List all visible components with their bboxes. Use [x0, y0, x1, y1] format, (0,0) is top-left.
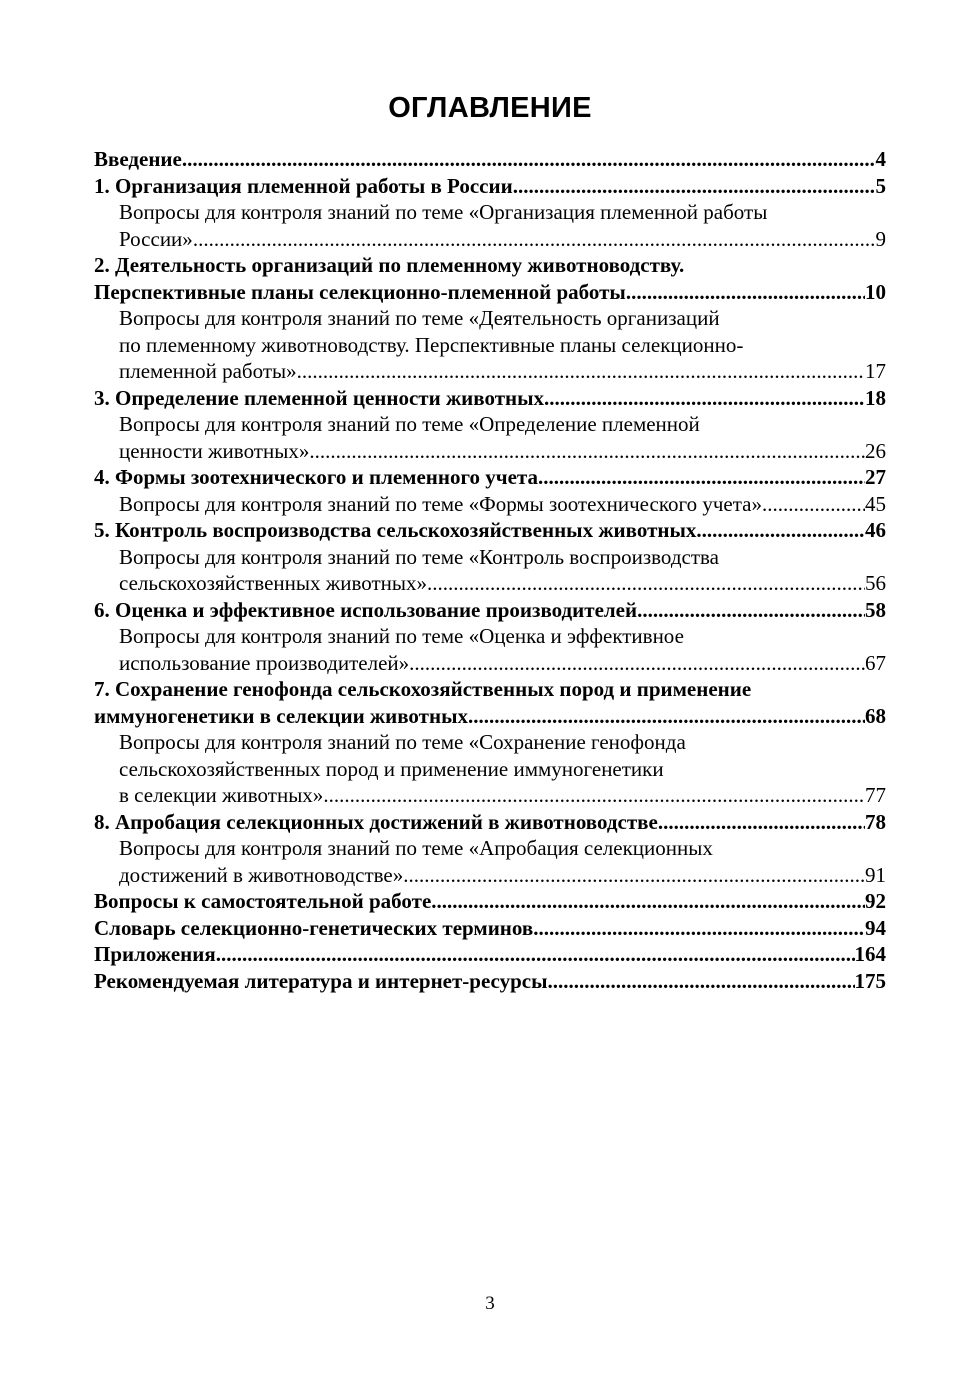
toc-page-number: 27	[865, 465, 886, 489]
toc-page-number: 26	[865, 438, 886, 463]
toc-entry-title-line: 6. Оценка и эффективное использование производителей	[94, 597, 638, 622]
toc-entry-final-line	[119, 358, 886, 385]
toc-entry-final-line	[119, 491, 886, 518]
toc-entry-final-line	[119, 782, 886, 809]
toc-page-number: 91	[865, 862, 886, 887]
toc-page-number: 67	[865, 650, 886, 675]
toc-entry-title-line: ценности животных»	[119, 438, 310, 463]
dot-leader	[533, 915, 865, 942]
toc-entry-title-line: Вопросы для контроля знаний по теме «Сохранение генофонда	[119, 730, 686, 754]
toc-page-number: 164	[854, 942, 886, 966]
toc-entry-title-line: племенной работы»	[119, 359, 297, 383]
toc-entry-title-line: Вопросы для контроля знаний по теме «Оценка и эффективное	[119, 624, 684, 648]
toc-entry-final-line	[94, 385, 886, 412]
toc-entry-section	[94, 517, 886, 544]
toc-entry-final-line	[94, 146, 886, 173]
toc-page-number: 5	[875, 173, 886, 198]
dot-leader	[762, 491, 865, 518]
dot-leader	[538, 464, 865, 491]
toc-entry-title-line: сельскохозяйственных пород и применение иммуногенетики	[119, 756, 664, 781]
toc-entry-title-line: Введение	[94, 147, 182, 171]
toc-page-number: 92	[865, 889, 886, 913]
dot-leader	[696, 517, 865, 544]
dot-leader	[544, 385, 865, 412]
toc-entry-title-line: Вопросы для контроля знаний по теме «Апробация селекционных	[119, 836, 713, 860]
toc-page-number: 58	[865, 597, 886, 622]
toc-page-number: 68	[865, 703, 886, 728]
toc-entry-final-line	[94, 809, 886, 836]
toc-entry-section	[94, 146, 886, 173]
toc-entry-questions	[94, 729, 886, 809]
dot-leader	[323, 782, 865, 809]
toc-entry-final-line	[94, 597, 886, 624]
toc-page-number: 9	[875, 226, 886, 251]
toc-entry-final-line	[94, 464, 886, 491]
dot-leader	[309, 438, 865, 465]
toc-entry-final-line	[94, 968, 886, 995]
toc-entry-final-line	[119, 226, 886, 253]
toc-entry-title-line: 5. Контроль воспроизводства сельскохозяйственных животных	[94, 518, 697, 542]
toc-page-number: 17	[865, 359, 886, 383]
toc-entry-section	[94, 941, 886, 968]
toc-page-number: 45	[865, 491, 886, 516]
toc-entry-title-line: 2. Деятельность организаций по племенному животноводству.	[94, 253, 685, 277]
dot-leader	[513, 173, 876, 200]
toc-entry-title-line: Приложения	[94, 942, 216, 966]
toc-entry-title-line: Словарь селекционно-генетических терминов	[94, 915, 534, 940]
toc-page-number: 77	[865, 783, 886, 807]
toc-entry-final-line	[94, 915, 886, 942]
toc-entry-title-line: Рекомендуемая литература и интернет-ресурсы	[94, 968, 548, 993]
toc-entry-section	[94, 676, 886, 729]
toc-entry-questions	[94, 835, 886, 888]
toc-entry-title-line: сельскохозяйственных животных»	[119, 571, 427, 595]
toc-entry-title-line: 8. Апробация селекционных достижений в животноводстве	[94, 809, 658, 834]
toc-page-number: 10	[865, 279, 886, 304]
dot-leader	[403, 862, 865, 889]
toc-entry-final-line	[94, 703, 886, 730]
dot-leader	[427, 570, 865, 597]
toc-entry-final-line	[119, 650, 886, 677]
toc-entry-questions	[94, 623, 886, 676]
dot-leader	[637, 597, 865, 624]
toc-entry-final-line	[119, 862, 886, 889]
toc-entry-final-line	[94, 517, 886, 544]
dot-leader	[297, 358, 865, 385]
dot-leader	[193, 226, 876, 253]
toc-page-number: 4	[875, 147, 886, 171]
toc-entry-questions	[94, 199, 886, 252]
toc-page-number: 18	[865, 385, 886, 410]
toc-entry-final-line	[119, 570, 886, 597]
toc-entry-final-line	[94, 888, 886, 915]
toc-entry-title-line: Перспективные планы селекционно-племенной работы	[94, 279, 626, 304]
toc-entry-title-line: 7. Сохранение генофонда сельскохозяйственных пород и применение	[94, 677, 752, 701]
toc-entry-section	[94, 968, 886, 995]
dot-leader	[216, 941, 855, 968]
toc-entry-title-line: Вопросы для контроля знаний по теме «Организация племенной работы	[119, 200, 768, 224]
toc-entry-title-line: иммуногенетики в селекции животных	[94, 703, 468, 728]
toc-entry-final-line	[119, 438, 886, 465]
table-of-contents	[94, 146, 886, 994]
page-title: ОГЛАВЛЕНИЕ	[388, 92, 592, 124]
toc-page-number: 94	[865, 915, 886, 940]
toc-entry-title-line: 3. Определение племенной ценности животных	[94, 385, 545, 410]
toc-entry-questions	[94, 411, 886, 464]
dot-leader	[468, 703, 865, 730]
dot-leader	[431, 888, 865, 915]
toc-entry-title-line: России»	[119, 226, 193, 251]
toc-entry-questions	[94, 544, 886, 597]
toc-entry-final-line	[94, 173, 886, 200]
toc-entry-questions	[94, 305, 886, 385]
toc-entry-title-line: Вопросы к самостоятельной работе	[94, 889, 432, 913]
dot-leader	[658, 809, 865, 836]
toc-entry-title-line: по племенному животноводству. Перспективные планы селекционно-	[119, 332, 744, 357]
toc-entry-final-line	[94, 279, 886, 306]
toc-page-number: 46	[865, 518, 886, 542]
dot-leader	[409, 650, 865, 677]
toc-entry-section	[94, 888, 886, 915]
toc-entry-title-line: Вопросы для контроля знаний по теме «Деятельность организаций	[119, 306, 720, 330]
toc-page-number: 78	[865, 809, 886, 834]
toc-entry-title-line: использование производителей»	[119, 650, 410, 675]
dot-leader	[626, 279, 865, 306]
toc-entry-title-line: Вопросы для контроля знаний по теме «Контроль воспроизводства	[119, 544, 719, 569]
toc-entry-section	[94, 385, 886, 412]
toc-entry-section	[94, 252, 886, 305]
toc-page-number: 56	[865, 571, 886, 595]
toc-entry-title-line: 4. Формы зоотехнического и племенного учета	[94, 465, 539, 489]
toc-entry-section	[94, 597, 886, 624]
toc-entry-section	[94, 173, 886, 200]
toc-entry-final-line	[94, 941, 886, 968]
page-number: 3	[485, 1293, 495, 1314]
dot-leader	[182, 146, 876, 173]
toc-entry-title-line: в селекции животных»	[119, 783, 324, 807]
toc-entry-questions	[94, 491, 886, 518]
toc-entry-title-line: Вопросы для контроля знаний по теме «Формы зоотехнического учета»	[119, 491, 762, 516]
toc-entry-title-line: Вопросы для контроля знаний по теме «Определение племенной	[119, 412, 700, 436]
toc-entry-section	[94, 809, 886, 836]
toc-entry-title-line: 1. Организация племенной работы в России	[94, 173, 513, 198]
toc-entry-section	[94, 915, 886, 942]
toc-entry-title-line: достижений в животноводстве»	[119, 862, 404, 887]
dot-leader	[548, 968, 855, 995]
toc-entry-section	[94, 464, 886, 491]
toc-page-number: 175	[854, 968, 886, 993]
